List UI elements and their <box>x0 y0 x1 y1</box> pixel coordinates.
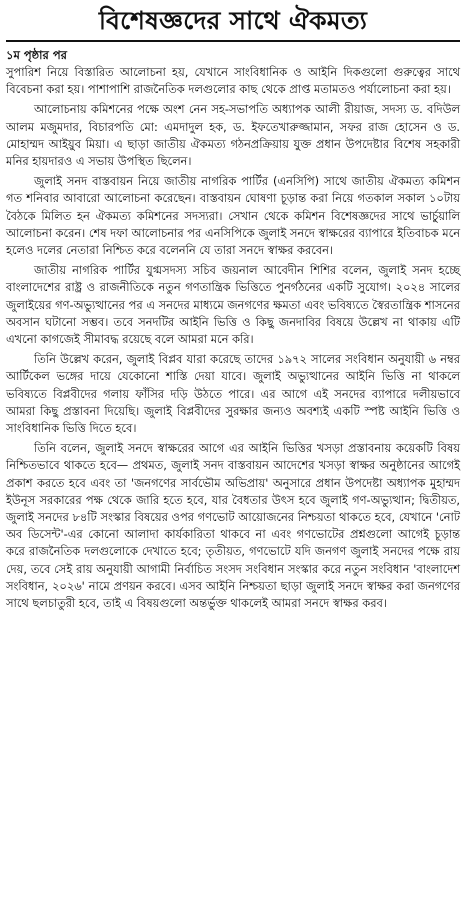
paragraph: আলোচনায় কমিশনের পক্ষে অংশ নেন সহ-সভাপতি অধ্যাপক আলী রীয়াজ, সদস্য ড. বদিউল আলম মজুমদার, বিচারপতি মো: এমদাদুল হক, ড. ইফতেখারুজ্জামান, সফর রাজ হোসেন ও ড. মোহাম্মদ আইয়ুব মিয়া। এ ছাড়া জাতীয় ঐকমত্য গঠনপ্রক্রিয়ায় যুক্ত প্রধান উপদেষ্টার বিশেষ সহকারী মনির হায়দারও এ সভায় উপস্থিত ছিলেন। <box>6 102 460 169</box>
headline: বিশেষজ্ঞদের সাথে ঐকমত্য <box>98 6 368 35</box>
article-body <box>6 64 460 612</box>
paragraph: জুলাই সনদ বাস্তবায়ন নিয়ে জাতীয় নাগরিক পার্টির (এনসিপি) সাথে জাতীয় ঐকমত্য কমিশন গত শনিবার আবারো আলোচনা করেছেন। বাস্তবায়ন ঘোষণা চূড়ান্ত করা নিয়ে গতকাল সকাল ১০টায় বৈঠকে মিলিত হন ঐকমত্য কমিশনের সদস্যরা। সেখান থেকে কমিশন বিশেষজ্ঞদের সাথে ভার্চুয়ালি আলোচনা করেন। শেষ দফা আলোচনার পর এনসিপিকে জুলাই সনদে স্বাক্ষরের ব্যাপারে ইতিবাচক মনে হলেও দলের নেতারা নিশ্চিত করে বলেননি যে তারা সনদে স্বাক্ষর করবেন। <box>6 174 460 258</box>
continued-from-label: ১ম পৃষ্ঠার পর <box>6 48 67 62</box>
paragraph: জাতীয় নাগরিক পার্টির যুগ্মসদস্য সচিব জয়নাল আবেদীন শিশির বলেন, জুলাই সনদ হচ্ছে বাংলাদেশের রাষ্ট্র ও রাজনীতিকে নতুন গণতান্ত্রিক ভিত্তিতে পুনর্গঠনের একটি সুযোগ। ২০২৪ সালের জুলাইয়ের গণ-অভ্যুত্থানের পর এ সনদের মাধ্যমে জনগণের ক্ষমতা এবং ভবিষ্যতে স্বৈরতান্ত্রিক শাসনের অবসান ঘটানো সম্ভব। তবে সনদটির আইনি ভিত্তি ও কিছু জনদাবির বিষয়ে উল্লেখ না থাকায় এটি এখনো কাগজেই সীমাবদ্ধ রয়েছে বলে আমরা মনে করি। <box>6 263 460 347</box>
paragraph: সুপারিশ নিয়ে বিস্তারিত আলোচনা হয়, যেখানে সাংবিধানিক ও আইনি দিকগুলো গুরুত্বের সাথে বিবেচনা করা হয়। পাশাপাশি রাজনৈতিক দলগুলোর কাছ থেকে প্রাপ্ত মতামতও পর্যালোচনা করা হয়। <box>6 65 460 97</box>
paragraph: তিনি উল্লেখ করেন, জুলাই বিপ্লব যারা করেছে তাদের ১৯৭২ সালের সংবিধান অনুযায়ী ৬ নম্বর আর্টিকেল ভঙ্গের দায়ে যেকোনো শাস্তি দেয়া যাবে। জুলাই অভ্যুত্থানের আইনি ভিত্তি না থাকলে ভবিষ্যতে বিপ্লবীদের গলায় ফাঁসির দড়ি উঠতে পারে। এর আগে এই সনদের ব্যাপারে দলীয়ভাবে আমরা কিছু প্রস্তাবনা দিয়েছি। জুলাই বিপ্লবীদের সুরক্ষার জন্যও অবশ্যই একটি স্পষ্ট আইনি ভিত্তি ও সাংবিধানিক ভিত্তি দিতে হবে। <box>6 352 460 436</box>
headline-rule <box>6 40 460 42</box>
paragraph: তিনি বলেন, জুলাই সনদে স্বাক্ষরের আগে এর আইনি ভিত্তির খসড়া প্রস্তাবনায় কয়েকটি বিষয় নিশ্চিতভাবে থাকতে হবে— প্রথমত, জুলাই সনদ বাস্তবায়ন আদেশের খসড়া স্বাক্ষর অনুষ্ঠানের আগেই প্রকাশ করতে হবে এবং তা 'জনগণের সার্বভৌম অভিপ্রায়' অনুসারে প্রধান উপদেষ্টা অধ্যাপক মুহাম্মদ ইউনূস সরকারের পক্ষ থেকে জারি হতে হবে, যার বৈধতার উৎস হবে জুলাই গণ-অভ্যুত্থান; দ্বিতীয়ত, জুলাই সনদের ৮৪টি সংস্কার বিষয়ের ওপর গণভোট আয়োজনের নিশ্চয়তা থাকতে হবে, যেখানে 'নোট অব ডিসেন্ট'-এর কোনো আলাদা কার্যকারিতা থাকবে না এবং গণভোটের প্রশ্নগুলো আগেই চূড়ান্ত করে রাজনৈতিক দলগুলোকে দেখাতে হবে; তৃতীয়ত, গণভোটে যদি জনগণ জুলাই সনদের পক্ষে রায় দেয়, তবে সেই রায় অনুযায়ী আগামী নির্বাচিত সংসদ সংবিধান সংস্কার করে নতুন সংবিধান 'বাংলাদেশ সংবিধান, ২০২৬' নামে প্রণয়ন করবে। এসব আইনি নিশ্চয়তা ছাড়া জুলাই সনদে স্বাক্ষর করা জনগণের সাথে ছলচাতুরী হবে, তাই এ বিষয়গুলো অন্তর্ভুক্ত থাকলেই আমরা সনদে স্বাক্ষর করব। <box>6 441 460 611</box>
